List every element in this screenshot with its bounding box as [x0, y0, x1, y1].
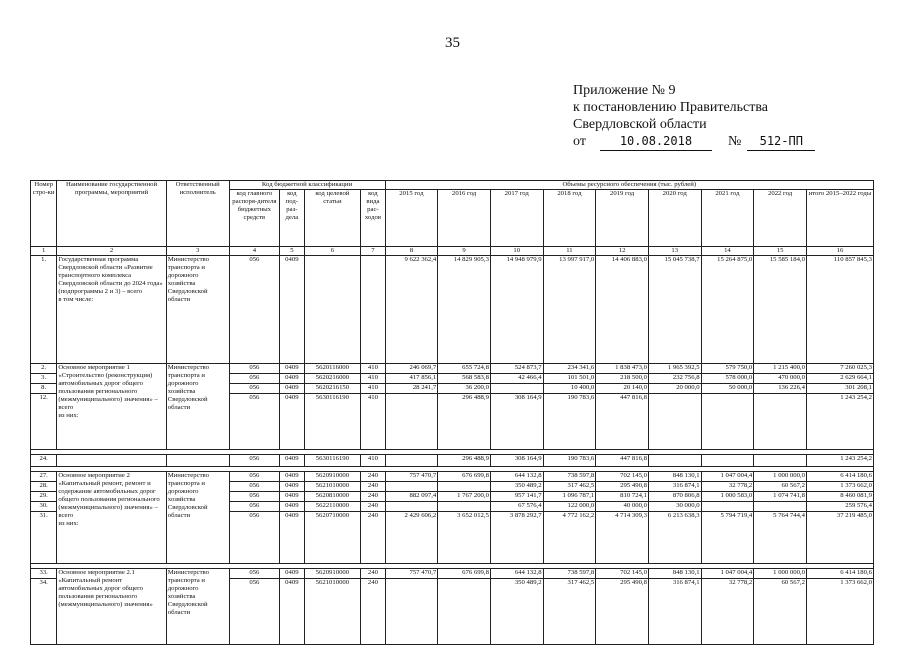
cell-total: 1 373 662,0: [806, 482, 873, 492]
decree-number: 512-ПП: [747, 133, 815, 151]
cell-y2015: 757 470,7: [385, 472, 438, 482]
row-number: 1.: [31, 256, 57, 364]
cell-y2017: 67 576,4: [490, 502, 543, 512]
cell-y2022: 1 000 000,0: [754, 569, 807, 579]
program-name: Основное мероприятие 2 «Капитальный ремонт, ремонт и содержание автомобильных дорог общего пользования регионального (межмуниципального) значения» – всего из них:: [57, 472, 166, 564]
cell-y2020: 232 756,8: [648, 374, 701, 384]
cell-target-code: 5620710000: [304, 512, 361, 564]
header-row-number: Номер стро-ки: [31, 181, 57, 247]
column-number: 14: [701, 247, 754, 256]
cell-gr-code: 056: [229, 512, 280, 564]
cell-y2021: 579 750,0: [701, 364, 754, 374]
cell-subsection-code: 0409: [280, 384, 304, 394]
cell-y2020: [648, 455, 701, 467]
header-name: Наименование государственной программы, мероприятий: [57, 181, 166, 247]
responsible-executor: Министерство транспорта и дорожного хозяйства Свердловской области: [166, 256, 229, 364]
header-2016: 2016 год: [438, 190, 491, 247]
cell-y2021: 32 778,2: [701, 579, 754, 645]
cell-y2021: 1 047 004,4: [701, 569, 754, 579]
cell-gr-code: 056: [229, 374, 280, 384]
cell-y2022: 60 567,2: [754, 579, 807, 645]
cell-target-code: 5630116190: [304, 394, 361, 450]
header-volumes: Объемы ресурсного обеспечения (тыс. рублей): [385, 181, 873, 190]
header-gr: код главного распоря-дителя бюджетных средств: [229, 190, 280, 247]
column-number: 9: [438, 247, 491, 256]
decree-date: 10.08.2018: [600, 133, 712, 151]
header-2020: 2020 год: [648, 190, 701, 247]
cell-kind-code: 410: [361, 455, 385, 467]
cell-total: 259 576,4: [806, 502, 873, 512]
cell-target-code: 5620216150: [304, 384, 361, 394]
appendix-decree: к постановлению Правительства: [573, 100, 769, 115]
row-number: 33.: [31, 569, 57, 579]
cell-y2022: 1 215 400,0: [754, 364, 807, 374]
header-total: итого 2015–2022 годы: [806, 190, 873, 247]
cell-total: 1 373 662,0: [806, 579, 873, 645]
cell-y2022: 470 000,0: [754, 374, 807, 384]
cell-y2021: 5 794 719,4: [701, 512, 754, 564]
cell-y2016: 1 767 200,0: [438, 492, 491, 502]
cell-y2022: [754, 455, 807, 467]
cell-total: 110 857 845,3: [806, 256, 873, 364]
cell-y2019: 40 000,0: [596, 502, 649, 512]
column-number: 12: [596, 247, 649, 256]
cell-y2020: 870 806,8: [648, 492, 701, 502]
cell-y2016: [438, 482, 491, 492]
cell-total: 8 460 081,9: [806, 492, 873, 502]
cell-y2015: 882 097,4: [385, 492, 438, 502]
cell-y2021: 1 047 004,4: [701, 472, 754, 482]
cell-y2017: 524 873,7: [490, 364, 543, 374]
cell-target-code: 5620216000: [304, 374, 361, 384]
column-number: 4: [229, 247, 280, 256]
table-row: [31, 364, 874, 374]
cell-y2022: 136 226,4: [754, 384, 807, 394]
responsible-executor: Министерство транспорта и дорожного хозяйства Свердловской области: [166, 472, 229, 564]
cell-y2018: 317 462,5: [543, 579, 596, 645]
appendix-signature-line: [573, 133, 815, 151]
cell-gr-code: 056: [229, 256, 280, 364]
cell-y2018: 190 783,6: [543, 455, 596, 467]
row-number: 31.: [31, 512, 57, 564]
row-number: 29.: [31, 492, 57, 502]
cell-total: 301 208,1: [806, 384, 873, 394]
cell-y2020: 30 000,0: [648, 502, 701, 512]
column-number: 16: [806, 247, 873, 256]
column-number: 5: [280, 247, 304, 256]
header-responsible: Ответственный исполнитель: [166, 181, 229, 247]
column-number: 1: [31, 247, 57, 256]
cell-y2015: [385, 394, 438, 450]
cell-gr-code: 056: [229, 482, 280, 492]
cell-y2018: 317 462,5: [543, 482, 596, 492]
row-number: 3.: [31, 374, 57, 384]
responsible-executor: [166, 455, 229, 467]
column-number: 8: [385, 247, 438, 256]
cell-y2019: 702 145,0: [596, 472, 649, 482]
program-name: [57, 455, 166, 467]
responsible-executor: Министерство транспорта и дорожного хозяйства Свердловской области: [166, 364, 229, 450]
cell-y2016: [438, 502, 491, 512]
cell-kind-code: 240: [361, 502, 385, 512]
cell-target-code: 5620910000: [304, 569, 361, 579]
row-number: 28.: [31, 482, 57, 492]
cell-y2016: [438, 579, 491, 645]
header-2019: 2019 год: [596, 190, 649, 247]
header-2022: 2022 год: [754, 190, 807, 247]
program-name: Основное мероприятие 2.1 «Капитальный ремонт автомобильных дорог общего пользования регионального (межмуниципального) значения»: [57, 569, 166, 645]
cell-y2020: 6 213 638,3: [648, 512, 701, 564]
cell-y2017: 3 878 292,7: [490, 512, 543, 564]
date-prefix: от: [573, 134, 586, 149]
cell-y2018: 738 597,8: [543, 569, 596, 579]
cell-y2017: 957 141,7: [490, 492, 543, 502]
cell-y2021: 50 000,0: [701, 384, 754, 394]
cell-y2017: 308 164,9: [490, 394, 543, 450]
cell-kind-code: 240: [361, 482, 385, 492]
cell-y2015: [385, 455, 438, 467]
number-label: №: [727, 134, 742, 149]
cell-target-code: 5620810000: [304, 492, 361, 502]
row-number: 27.: [31, 472, 57, 482]
cell-subsection-code: 0409: [280, 364, 304, 374]
appendix-title: Приложение № 9: [573, 83, 676, 98]
cell-y2018: 738 597,8: [543, 472, 596, 482]
appendix-region: Свердловской области: [573, 117, 707, 132]
cell-target-code: 5621010000: [304, 482, 361, 492]
budget-table: [30, 180, 874, 645]
cell-subsection-code: 0409: [280, 482, 304, 492]
cell-y2015: 28 241,7: [385, 384, 438, 394]
column-number: 6: [304, 247, 361, 256]
cell-y2015: [385, 502, 438, 512]
table-row: [31, 569, 874, 579]
cell-y2016: 3 652 012,5: [438, 512, 491, 564]
cell-kind-code: 240: [361, 472, 385, 482]
table-row: [31, 256, 874, 364]
cell-gr-code: 056: [229, 579, 280, 645]
cell-y2018: 1 096 787,1: [543, 492, 596, 502]
cell-kind-code: 410: [361, 364, 385, 374]
row-number: 30.: [31, 502, 57, 512]
cell-gr-code: 056: [229, 394, 280, 450]
cell-y2018: 101 501,0: [543, 374, 596, 384]
cell-y2015: 417 856,1: [385, 374, 438, 384]
cell-subsection-code: 0409: [280, 374, 304, 384]
program-name: Государственная программа Свердловской области «Развитие транспортного комплекса Свердловской области до 2024 года» (подпрограммы 2 и 3) – всего в том числе:: [57, 256, 166, 364]
cell-y2019: 14 406 883,0: [596, 256, 649, 364]
cell-y2016: 36 200,0: [438, 384, 491, 394]
cell-y2016: 296 488,9: [438, 455, 491, 467]
cell-target-code: 5622110000: [304, 502, 361, 512]
cell-target-code: [304, 256, 361, 364]
cell-y2020: 316 874,1: [648, 482, 701, 492]
cell-gr-code: 056: [229, 472, 280, 482]
cell-y2016: 568 583,8: [438, 374, 491, 384]
cell-total: 37 219 485,0: [806, 512, 873, 564]
cell-y2021: 1 000 583,0: [701, 492, 754, 502]
cell-y2021: 32 778,2: [701, 482, 754, 492]
cell-gr-code: 056: [229, 502, 280, 512]
cell-y2016: 676 699,8: [438, 569, 491, 579]
cell-y2021: [701, 394, 754, 450]
cell-kind-code: 240: [361, 579, 385, 645]
cell-gr-code: 056: [229, 492, 280, 502]
cell-y2017: 42 466,4: [490, 374, 543, 384]
cell-total: 6 414 180,6: [806, 569, 873, 579]
table-row: [31, 472, 874, 482]
cell-y2017: 644 132,8: [490, 472, 543, 482]
cell-y2019: 702 145,0: [596, 569, 649, 579]
cell-kind-code: 240: [361, 569, 385, 579]
cell-kind-code: 240: [361, 492, 385, 502]
cell-y2020: 15 045 738,7: [648, 256, 701, 364]
cell-y2021: 578 000,0: [701, 374, 754, 384]
cell-subsection-code: 0409: [280, 394, 304, 450]
header-2015: 2015 год: [385, 190, 438, 247]
header-2021: 2021 год: [701, 190, 754, 247]
cell-y2015: 2 429 606,2: [385, 512, 438, 564]
cell-y2017: 308 164,9: [490, 455, 543, 467]
cell-y2017: 644 132,8: [490, 569, 543, 579]
cell-y2019: 4 714 309,3: [596, 512, 649, 564]
cell-y2022: 1 000 000,0: [754, 472, 807, 482]
cell-y2020: 848 130,1: [648, 472, 701, 482]
header-kind: код вида рас-ходов: [361, 190, 385, 247]
column-number: 10: [490, 247, 543, 256]
row-number: 34.: [31, 579, 57, 645]
page-number: 35: [445, 35, 460, 51]
cell-y2016: 296 488,9: [438, 394, 491, 450]
row-number: 12.: [31, 394, 57, 450]
cell-y2020: 20 000,0: [648, 384, 701, 394]
cell-subsection-code: 0409: [280, 579, 304, 645]
header-2017: 2017 год: [490, 190, 543, 247]
row-number: 24.: [31, 455, 57, 467]
table-row: [31, 455, 874, 467]
column-number: 3: [166, 247, 229, 256]
cell-gr-code: 056: [229, 455, 280, 467]
cell-y2016: 655 724,8: [438, 364, 491, 374]
row-number: 8.: [31, 384, 57, 394]
cell-subsection-code: 0409: [280, 492, 304, 502]
cell-y2022: 60 567,2: [754, 482, 807, 492]
cell-y2022: 15 585 184,0: [754, 256, 807, 364]
cell-y2020: 316 874,1: [648, 579, 701, 645]
program-name: Основное мероприятие 1 «Строительство (реконструкция) автомобильных дорог общего пользования регионального (межмуниципального) значения» – всего из них:: [57, 364, 166, 450]
cell-y2022: 5 764 744,4: [754, 512, 807, 564]
cell-y2015: 9 622 362,4: [385, 256, 438, 364]
cell-y2018: 122 000,0: [543, 502, 596, 512]
cell-y2016: 14 829 905,3: [438, 256, 491, 364]
cell-y2017: 350 489,2: [490, 482, 543, 492]
cell-target-code: 5621010000: [304, 579, 361, 645]
cell-y2019: 447 816,8: [596, 394, 649, 450]
cell-y2015: 757 470,7: [385, 569, 438, 579]
column-number: 2: [57, 247, 166, 256]
table-body: [31, 247, 874, 645]
column-number: 11: [543, 247, 596, 256]
cell-y2019: 20 140,0: [596, 384, 649, 394]
cell-kind-code: 410: [361, 394, 385, 450]
responsible-executor: Министерство транспорта и дорожного хозяйства Свердловской области: [166, 569, 229, 645]
cell-target-code: 5630116190: [304, 455, 361, 467]
cell-gr-code: 056: [229, 384, 280, 394]
cell-target-code: 5620116000: [304, 364, 361, 374]
cell-y2020: [648, 394, 701, 450]
cell-y2017: 14 948 979,9: [490, 256, 543, 364]
header-2018: 2018 год: [543, 190, 596, 247]
cell-gr-code: 056: [229, 569, 280, 579]
cell-y2015: [385, 579, 438, 645]
cell-kind-code: [361, 256, 385, 364]
cell-y2022: [754, 502, 807, 512]
cell-total: 2 629 664,1: [806, 374, 873, 384]
cell-y2019: 295 490,8: [596, 482, 649, 492]
cell-kind-code: 240: [361, 512, 385, 564]
cell-y2019: 218 500,0: [596, 374, 649, 384]
cell-y2018: 13 997 917,0: [543, 256, 596, 364]
cell-kind-code: 410: [361, 384, 385, 394]
cell-y2019: 1 838 473,0: [596, 364, 649, 374]
cell-y2017: [490, 384, 543, 394]
appendix-block: [573, 82, 815, 151]
column-number: 13: [648, 247, 701, 256]
cell-subsection-code: 0409: [280, 569, 304, 579]
row-number: 2.: [31, 364, 57, 374]
cell-y2018: 234 341,6: [543, 364, 596, 374]
cell-subsection-code: 0409: [280, 502, 304, 512]
column-number: 15: [754, 247, 807, 256]
header-target: код целевой статьи: [304, 190, 361, 247]
header-subsection: код под-раз-дела: [280, 190, 304, 247]
cell-y2019: 295 490,8: [596, 579, 649, 645]
cell-y2019: 447 816,8: [596, 455, 649, 467]
cell-y2018: 4 772 162,2: [543, 512, 596, 564]
cell-y2020: 1 965 392,5: [648, 364, 701, 374]
cell-total: 6 414 180,6: [806, 472, 873, 482]
cell-y2020: 848 130,1: [648, 569, 701, 579]
cell-y2022: 1 074 741,8: [754, 492, 807, 502]
cell-y2021: [701, 502, 754, 512]
cell-subsection-code: 0409: [280, 455, 304, 467]
cell-y2017: 350 489,2: [490, 579, 543, 645]
cell-gr-code: 056: [229, 364, 280, 374]
cell-total: 1 243 254,2: [806, 394, 873, 450]
cell-y2015: [385, 482, 438, 492]
cell-total: 7 260 025,3: [806, 364, 873, 374]
cell-subsection-code: 0409: [280, 512, 304, 564]
cell-y2015: 246 069,7: [385, 364, 438, 374]
cell-y2018: 10 400,0: [543, 384, 596, 394]
cell-kind-code: 410: [361, 374, 385, 384]
cell-y2016: 676 699,8: [438, 472, 491, 482]
header-budget-code: Код бюджетной классификации: [229, 181, 385, 190]
cell-subsection-code: 0409: [280, 256, 304, 364]
column-number: 7: [361, 247, 385, 256]
column-number-row: [31, 247, 874, 256]
cell-y2019: 810 724,1: [596, 492, 649, 502]
cell-subsection-code: 0409: [280, 472, 304, 482]
cell-y2018: 190 783,6: [543, 394, 596, 450]
cell-y2022: [754, 394, 807, 450]
cell-total: 1 243 254,2: [806, 455, 873, 467]
cell-y2021: 15 264 875,0: [701, 256, 754, 364]
cell-target-code: 5620910000: [304, 472, 361, 482]
cell-y2021: [701, 455, 754, 467]
